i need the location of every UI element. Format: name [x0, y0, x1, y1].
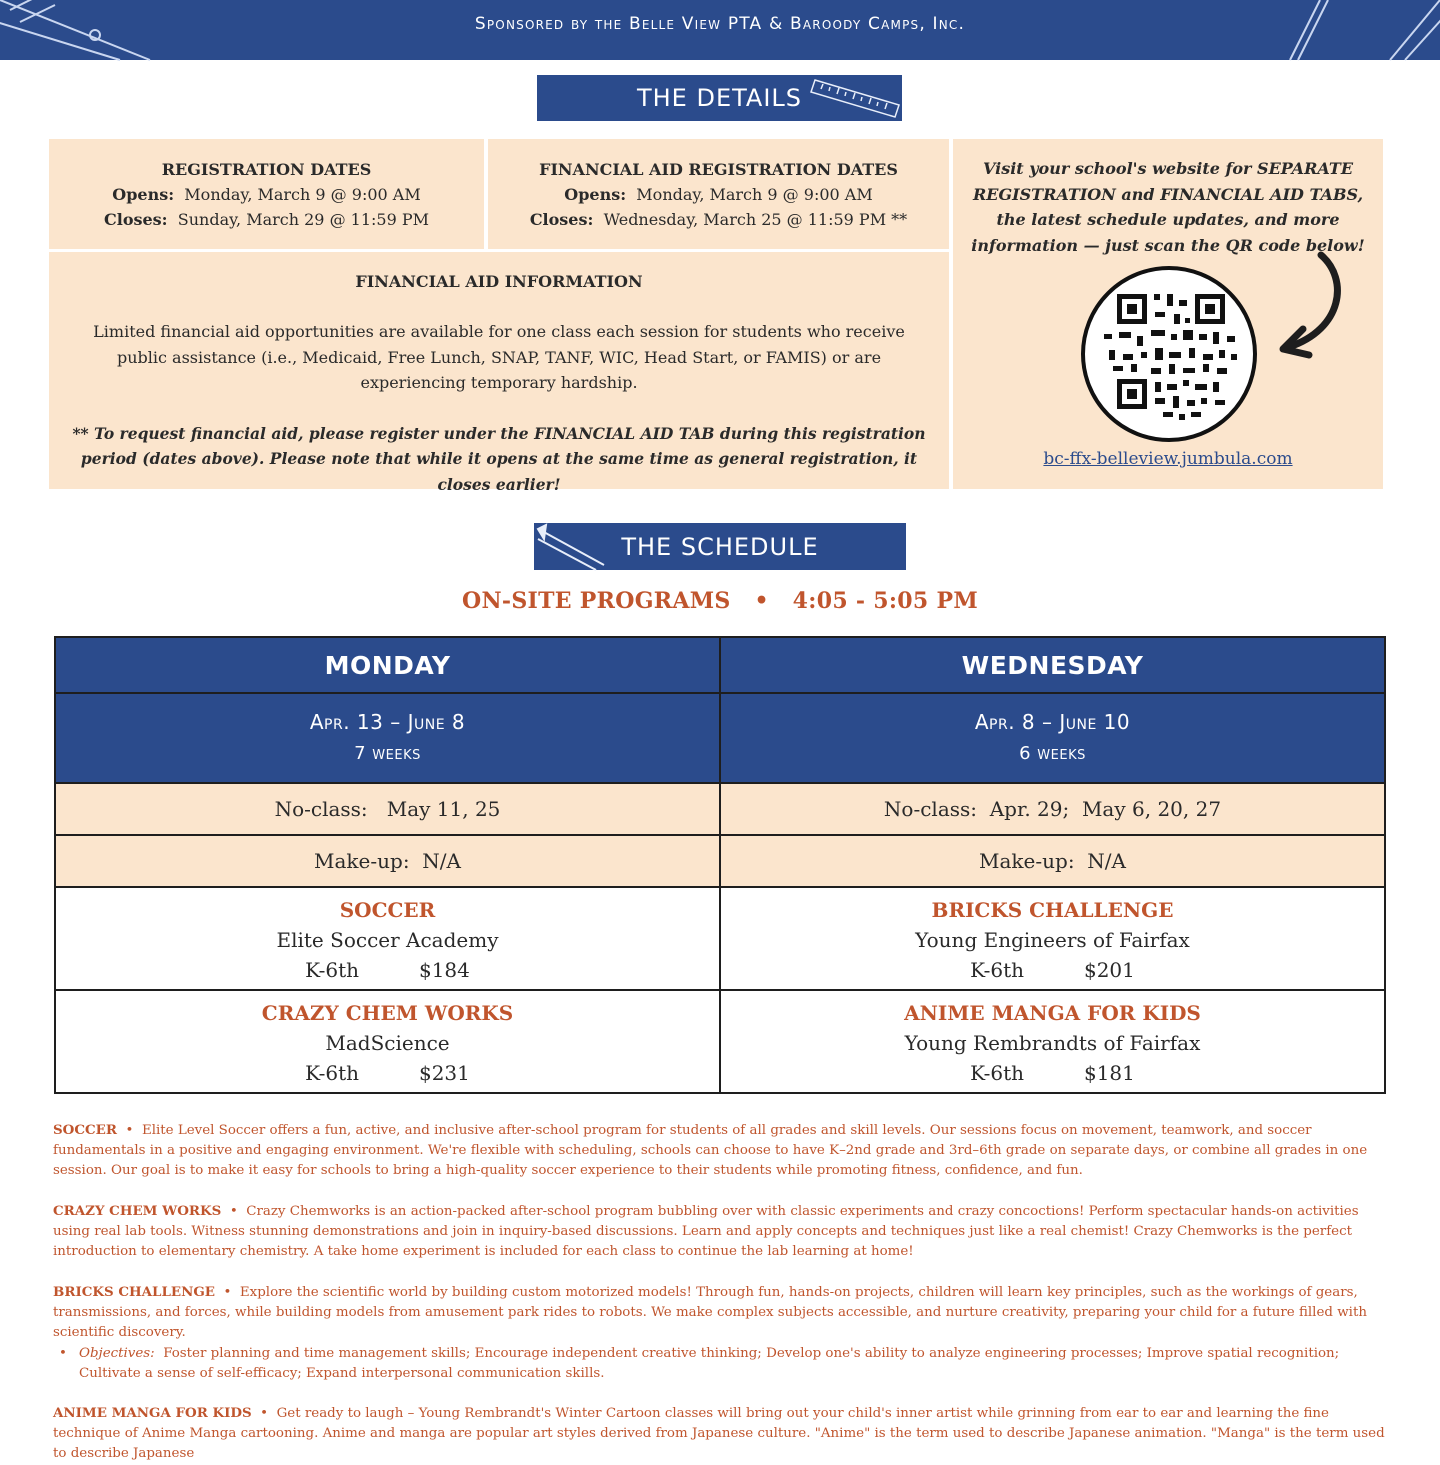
schedule-table [54, 636, 1386, 1094]
pencil-icon [534, 523, 614, 570]
monday-header: MONDAY [55, 637, 720, 693]
description-soccer: SOCCER • Elite Level Soccer offers a fun, active, and inclusive after-school program for students of all grades and skill levels. Our sessions focus on movement, teamwork, and soccer fundamentals in a positive and engaging environment. We're flexible with scheduling, schools can choose to have K–2nd grade and 3rd–6th grade on separate days, or combine all grades in one session. Our goal is to make it easy for schools to bring a high-quality soccer experience to their students while promoting fitness, confidence, and fun. [53, 1122, 1368, 1179]
class-meta [721, 955, 1384, 985]
class-price: $181 [1083, 1060, 1135, 1085]
registration-closes-label: Closes: [104, 210, 168, 229]
description-title: SOCCER [53, 1122, 117, 1138]
description-bricks: BRICKS CHALLENGE • Explore the scientific world by building custom motorized models! Through fun, hands-on projects, children will learn key principles, such as the workings of gears, transmissions, and forces, while building models from amusement park rides to robots. We make complex subjects accessible, and nurture creativity, preparing your child for a future filled with scientific discovery. • Objectives: Foster planning and time management skills; Encourage independent creative thinking; Develop one's ability to analyze engineering processes; Improve spatial recognition; Cultivate a sense of self-efficacy; Expand interpersonal communication skills. [53, 1282, 1393, 1384]
details-banner [537, 75, 902, 121]
description-chem: CRAZY CHEM WORKS • Crazy Chemworks is an action-packed after-school program bubbling over with classic experiments and crazy concoctions! Perform spectacular hands-on activities using real lab tools. Witness stunning demonstrations and join in inquiry-based discussions. Learn and apply concepts and techniques just like a real chemist! Crazy Chemworks is the perfect introduction to elementary chemistry. A take home experiment is included for each class to continue the lab learning at home! [53, 1203, 1359, 1260]
class-name: BRICKS CHALLENGE [931, 897, 1174, 922]
wednesday-range: Apr. 8 – June 10 [974, 710, 1131, 734]
monday-weeks: 7 weeks [354, 743, 421, 764]
class-provider: MadScience [325, 1030, 450, 1055]
financial-aid-dates-title: FINANCIAL AID REGISTRATION DATES [539, 160, 898, 179]
class-meta [721, 1058, 1384, 1088]
objectives-item [53, 1344, 1393, 1384]
class-cell-chem [55, 990, 720, 1093]
class-row-2 [55, 990, 1385, 1093]
wednesday-weeks: 6 weeks [1019, 743, 1086, 764]
wednesday-make-up: Make-up: N/A [720, 835, 1385, 887]
description-text: Get ready to laugh – Young Rembrandt's Winter Cartoon classes will bring out your child's inner artist while grinning from ear to ear and learning the fine technique of Anime Manga cartooning. Anime and manga are popular art styles derived from Japanese culture. "Anime" is the term used to describe Japanese animation. "Manga" is the term used to describe Japanese [53, 1406, 1385, 1462]
class-name: SOCCER [339, 897, 436, 922]
financial-aid-info-paragraph: Limited financial aid opportunities are available for one class each session for students who receive public assistance (i.e., Medicaid, Free Lunch, SNAP, TANF, WIC, Head Start, or FAMIS) or are experiencing temporary hardship. [93, 322, 905, 392]
sponsor-line: Sponsored by the Belle View PTA & Baroody Camps, Inc. [474, 14, 966, 34]
financial-aid-info-note: ** To request financial aid, please register under the FINANCIAL AID TAB during this registration period (dates above). Please note that while it opens at the same time as general registration, it closes earlier! [72, 423, 926, 494]
description-text: Crazy Chemworks is an action-packed after-school program bubbling over with classic experiments and crazy concoctions! Perform spectacular hands-on activities using real lab tools. Witness stunning demonstrations and join in inquiry-based discussions. Learn and apply concepts and techniques just like a real chemist! Crazy Chemworks is the perfect introduction to elementary chemistry. A take home experiment is included for each class to continue the lab learning at home! [53, 1204, 1359, 1260]
visit-website-text: Visit your school's website for SEPARATE REGISTRATION and FINANCIAL AID TABS, the latest schedule updates, and more information — just scan the QR code below! [971, 159, 1365, 255]
day-header-row [55, 637, 1385, 693]
financial-aid-info-box [49, 252, 949, 494]
registration-opens [49, 182, 484, 207]
no-class-row [55, 783, 1385, 835]
class-grade: K-6th [305, 1060, 359, 1085]
arrow-icon [1269, 249, 1349, 359]
registration-website-link[interactable]: bc-ffx-belleview.jumbula.com [1043, 449, 1293, 469]
class-cell-anime [720, 990, 1385, 1093]
class-grade: K-6th [970, 1060, 1024, 1085]
make-up-row [55, 835, 1385, 887]
class-meta [56, 955, 719, 985]
registration-closes-value: Sunday, March 29 @ 11:59 PM [177, 210, 429, 229]
class-grade: K-6th [305, 957, 359, 982]
class-meta [56, 1058, 719, 1088]
header-band [0, 0, 1440, 60]
financial-aid-dates-box [488, 139, 949, 249]
description-text: Elite Level Soccer offers a fun, active, and inclusive after-school program for students of all grades and skill levels. Our sessions focus on movement, teamwork, and soccer fundamentals in a positive and engaging environment. We're flexible with scheduling, schools can choose to have K–2nd grade and 3rd–6th grade on separate days, or combine all grades in one session. Our goal is to make it easy for schools to bring a high-quality soccer experience to their students while promoting fitness, confidence, and fun. [53, 1123, 1368, 1179]
class-provider: Elite Soccer Academy [276, 927, 499, 952]
class-row-1 [55, 887, 1385, 990]
class-price: $201 [1083, 957, 1135, 982]
financial-aid-closes [488, 207, 949, 232]
class-name: ANIME MANGA FOR KIDS [904, 1000, 1201, 1025]
description-title: BRICKS CHALLENGE [53, 1284, 215, 1300]
description-text: Explore the scientific world by building custom motorized models! Through fun, hands-on projects, children will learn key principles, such as the workings of gears, transmissions, and forces, while building models from amusement park rides to robots. We make complex subjects accessible, and nurture creativity, preparing your child for a future filled with scientific discovery. [53, 1285, 1367, 1341]
ruler-icon [807, 75, 902, 121]
wednesday-no-class: No-class: Apr. 29; May 6, 20, 27 [720, 783, 1385, 835]
class-cell-bricks [720, 887, 1385, 990]
class-provider: Young Engineers of Fairfax [915, 927, 1190, 952]
wednesday-header: WEDNESDAY [720, 637, 1385, 693]
class-grade: K-6th [970, 957, 1024, 982]
qr-code-icon[interactable] [1079, 264, 1259, 444]
monday-no-class: No-class: May 11, 25 [55, 783, 720, 835]
class-provider: Young Rembrandts of Fairfax [904, 1030, 1201, 1055]
schedule-banner [534, 523, 906, 570]
objectives-list [53, 1344, 1393, 1384]
financial-aid-opens-value: Monday, March 9 @ 9:00 AM [636, 185, 873, 204]
class-cell-soccer [55, 887, 720, 990]
financial-aid-info-title: FINANCIAL AID INFORMATION [355, 272, 643, 291]
registration-closes [49, 207, 484, 232]
registration-dates-box [49, 139, 484, 249]
schedule-banner-title: THE SCHEDULE [621, 532, 819, 561]
financial-aid-opens [488, 182, 949, 207]
monday-range: Apr. 13 – June 8 [309, 710, 466, 734]
class-name: CRAZY CHEM WORKS [261, 1000, 514, 1025]
description-title: ANIME MANGA FOR KIDS [53, 1405, 252, 1421]
monday-make-up: Make-up: N/A [55, 835, 720, 887]
details-banner-title: THE DETAILS [636, 84, 803, 112]
visit-website-box [953, 139, 1383, 489]
financial-aid-closes-value: Wednesday, March 25 @ 11:59 PM ** [603, 210, 908, 229]
financial-aid-opens-label: Opens: [564, 185, 627, 204]
description-anime: ANIME MANGA FOR KIDS • Get ready to laugh – Young Rembrandt's Winter Cartoon classes will bring out your child's inner artist while grinning from ear to ear and learning the fine technique of Anime Manga cartooning. Anime and manga are popular art styles derived from Japanese culture. "Anime" is the term used to describe Japanese animation. "Manga" is the term used to describe Japanese [53, 1405, 1385, 1462]
date-range-row [55, 693, 1385, 783]
objectives-text: Foster planning and time management skills; Encourage independent creative thinking; Develop one's ability to analyze engineering processes; Improve spatial recognition; Cultivate a sense of self-efficacy; Expand interpersonal communication skills. [79, 1345, 1340, 1381]
registration-opens-label: Opens: [112, 185, 175, 204]
programs-title: ON-SITE PROGRAMS • 4:05 - 5:05 PM [462, 588, 978, 614]
wednesday-dates [720, 693, 1385, 783]
registration-title: REGISTRATION DATES [161, 160, 372, 179]
class-price: $231 [418, 1060, 470, 1085]
class-price: $184 [418, 957, 470, 982]
financial-aid-closes-label: Closes: [529, 210, 594, 229]
objectives-label: Objectives: [79, 1345, 155, 1361]
description-title: CRAZY CHEM WORKS [53, 1203, 222, 1219]
registration-opens-value: Monday, March 9 @ 9:00 AM [184, 185, 421, 204]
monday-dates [55, 693, 720, 783]
